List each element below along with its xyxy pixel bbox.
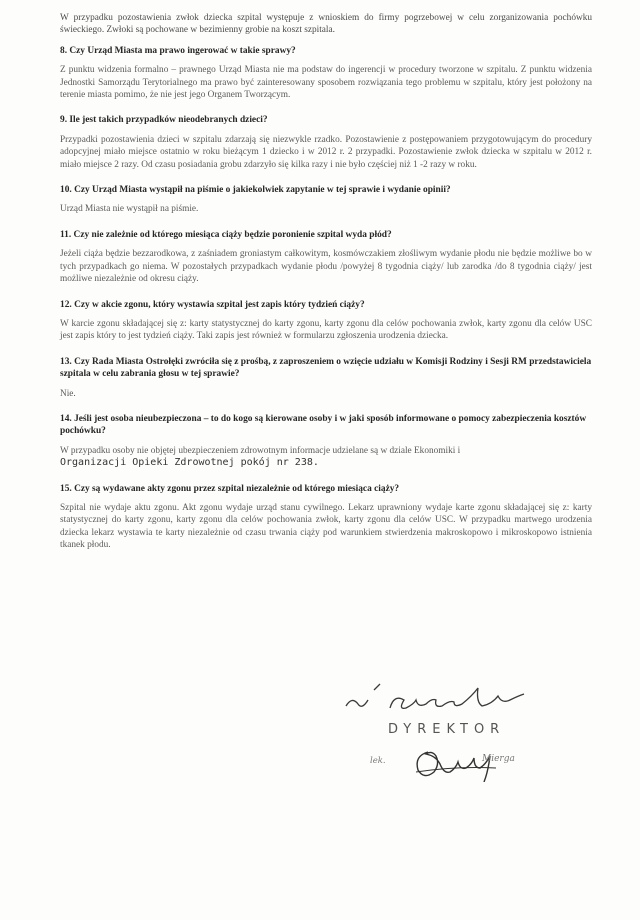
section-q9 — [60, 114, 592, 171]
question-15: 15. Czy są wydawane akty zgonu przez szpital niezależnie od którego miesiąca ciąży? — [60, 483, 400, 494]
answer-9: Przypadki pozostawienia dzieci w szpitalu zdarzają się niezwykle rzadko. Pozostawienie z postępowaniem przygotowującym do procedury adopcyjnej miało miejsce ostatnio w roku bieżącym 1 dziecko i w 2012 r. 2 przypadki. Pozostawienie zwłok dziecka w szpitalu w 2012 r. miało miejsce 2 razy. Od czasu posiadania grobu zdarzyło się kilka razy i nie było częściej niż 1 -2 razy w roku. — [60, 134, 592, 170]
question-12: 12. Czy w akcie zgonu, który wystawia szpital jest zapis który tydzień ciąży? — [60, 299, 365, 310]
question-8: 8. Czy Urząd Miasta ma prawo ingerować w takie sprawy? — [60, 45, 296, 56]
signature-title: DYREKTOR — [388, 722, 506, 737]
handwritten-greeting — [340, 682, 560, 722]
question-11: 11. Czy nie zależnie od którego miesiąca ciąży będzie poronienie szpital wyda płód? — [60, 229, 392, 240]
intro-paragraph: W przypadku pozostawienia zwłok dziecka szpital występuje z wnioskiem do firmy pogrzebowej w celu zorganizowania pochówku świeckiego. Zwłoki są pochowane w bezimienny grobie na koszt szpitala. — [60, 13, 592, 36]
answer-14-continuation: Organizacji Opieki Zdrowotnej pokój nr 238. — [60, 457, 319, 469]
section-q10 — [60, 184, 592, 216]
signature-prefix: lek. — [370, 756, 386, 766]
answer-15: Szpital nie wydaje aktu zgonu. Akt zgonu wydaje urząd stanu cywilnego. Lekarz uprawniony wydaje karte zgonu składającej się z: karty statystycznej do karty zgonu, karty zgonu dla celów pochowania zwłok, karty zgonu dla celów USC. W przypadku martwego urodzenia dziecka lekarz wystawia te karty niezależnie od czasu trwania ciąży pod warunkiem stwierdzenia makroskopowo i mikroskopowo istnienia tkanek płodu. — [60, 502, 592, 551]
question-10: 10. Czy Urząd Miasta wystąpił na piśmie o jakiekolwiek zapytanie w tej sprawie i wydanie opinii? — [60, 185, 451, 196]
answer-12: W karcie zgonu składającej się z: karty statystycznej do karty zgonu, karty zgonu dla celów pochowania zwłok, karty zgonu dla celów USC jest zapis który to jest tydzień ciąży. Taki zapis jest również w formularzu zgłoszenia urodzenia dziecka. — [60, 318, 592, 342]
question-9: 9. Ile jest takich przypadków nieodebranych dzieci? — [60, 115, 268, 126]
section-q14 — [60, 413, 592, 470]
section-q12 — [60, 299, 592, 343]
question-13: 13. Czy Rada Miasta Ostrołęki zwróciła się z prośbą, z zaproszeniem o wzięcie udziału w Komisji Rodziny i Sesji RM przedstawiciela szpitala w celu zabrania głosu w tej sprawie? — [60, 356, 592, 380]
answer-13: Nie. — [60, 388, 76, 399]
answer-10: Urząd Miasta nie wystąpił na piśmie. — [60, 204, 199, 215]
question-14: 14. Jeśli jest osoba nieubezpieczona – to do kogo są kierowane osoby i w jaki sposób informowane o pomocy zabezpieczenia kosztów pochówku? — [60, 413, 587, 437]
signature-block — [340, 682, 570, 822]
handwritten-signature — [362, 742, 562, 782]
section-q15 — [60, 483, 592, 552]
signature-surname: Mierga — [482, 754, 515, 764]
section-q11 — [60, 229, 592, 286]
answer-11: Jeżeli ciąża będzie bezzarodkowa, z zaśniadem groniastym całkowitym, kosmówczakiem złośliwym wydanie płodu nie będzie możliwe bo w tych przypadkach go niema. W pozostałych przypadkach wydanie płodu /powyżej 8 tygodnia ciąży/ lub zarodka /do 8 tygodnia ciąży/ jest możliwe niezależnie od okresu ciąży. — [60, 249, 592, 285]
section-q13 — [60, 356, 592, 400]
answer-8: Z punktu widzenia formalno – prawnego Urząd Miasta nie ma podstaw do ingerencji w procedury tworzone w szpitalu. Z punktu widzenia Jednostki Samorządu Terytorialnego ma prawo być zainteresowany sposobem rozwiązania tego problemu w szpitalu, który jest położony na terenie miasta pomimo, że nie jest jego Organem Tworzącym. — [60, 65, 592, 101]
answer-14: W przypadku osoby nie objętej ubezpieczeniem zdrowotnym informacje udzielane są w dziale Ekonomiki i — [60, 445, 461, 456]
section-q8 — [60, 45, 592, 102]
